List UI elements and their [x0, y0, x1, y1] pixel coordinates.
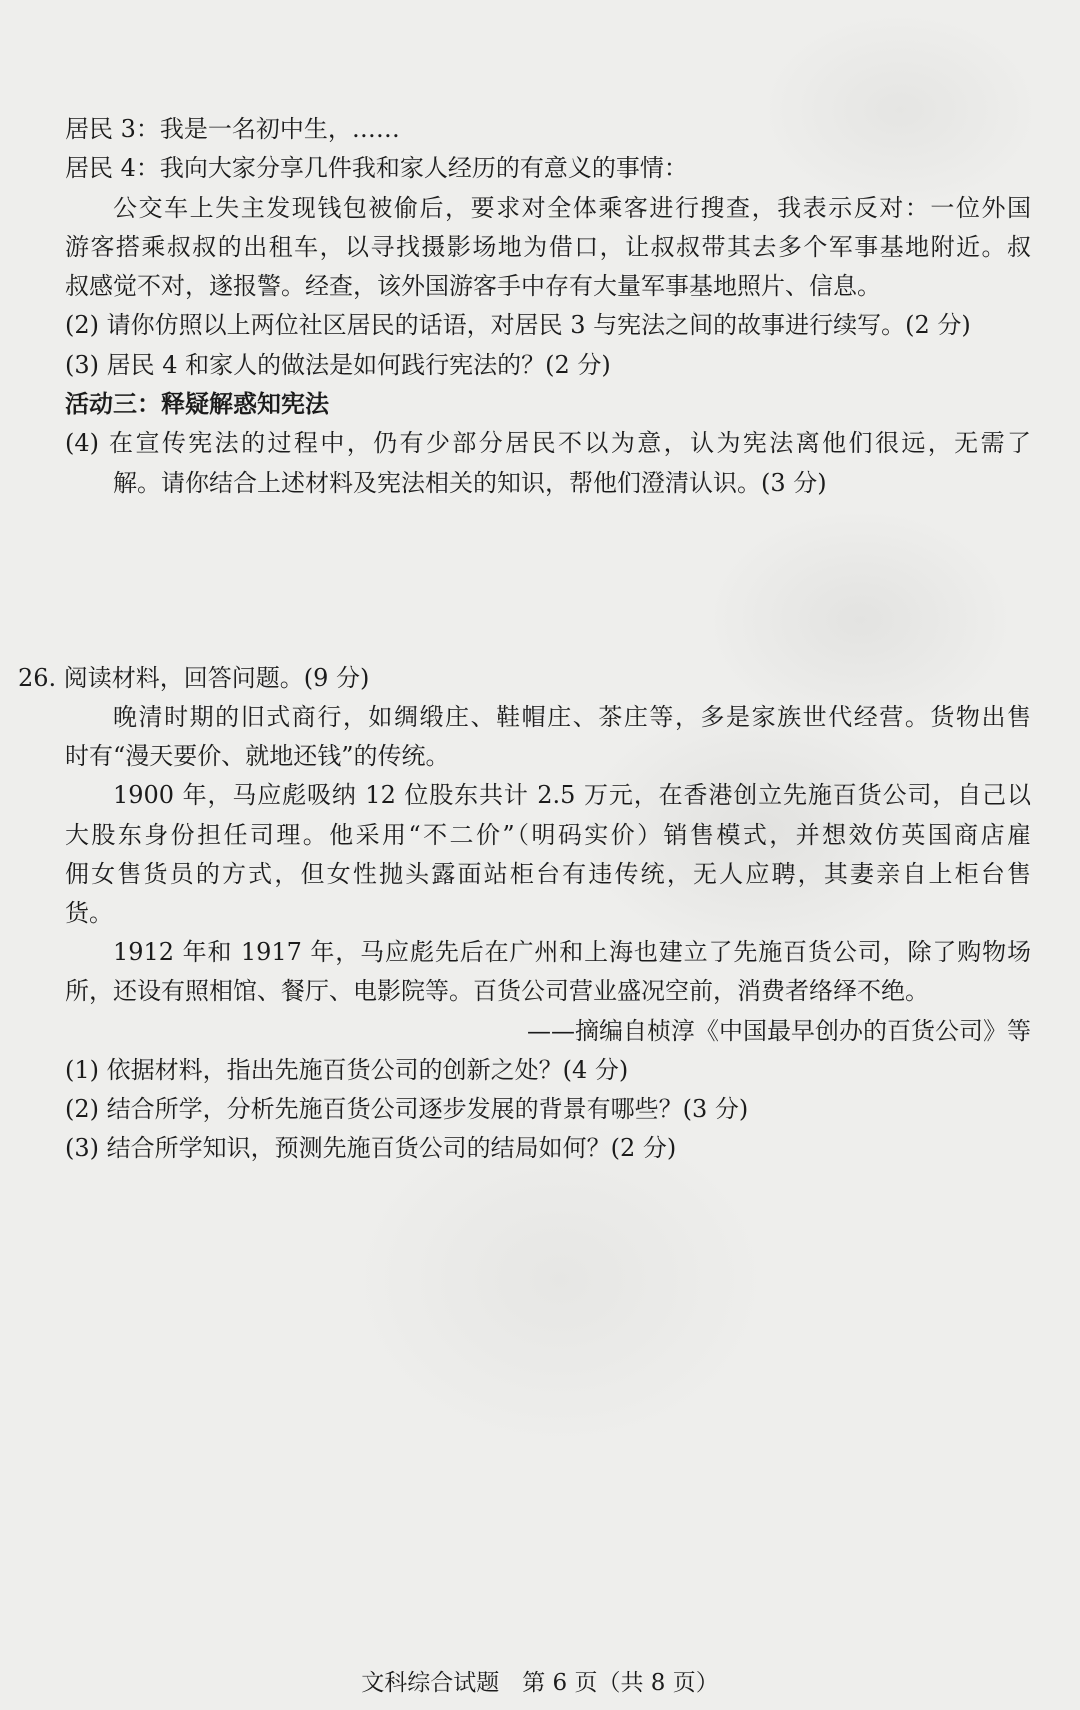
resident-4-story-line: 游客搭乘叔叔的出租车，以寻找摄影场地为借口，让叔叔带其去多个军事基地附近。叔: [65, 232, 1031, 261]
resident-4-statement: 居民 4：我向大家分享几件我和家人经历的有意义的事情：: [65, 154, 688, 183]
resident-4-story-line: 叔感觉不对，遂报警。经查，该外国游客手中存有大量军事基地照片、信息。: [65, 272, 881, 301]
material-paragraph-1-line: 晚清时期的旧式商行，如绸缎庄、鞋帽庄、茶庄等，多是家族世代经营。货物出售: [113, 703, 1031, 731]
question-25-2: (2) 请你仿照以上两位社区居民的话语，对居民 3 与宪法之间的故事进行续写。(2 分): [65, 311, 971, 340]
question-25-3: (3) 居民 4 和家人的做法是如何践行宪法的？(2 分): [65, 350, 611, 379]
material-paragraph-3-line: 所，还设有照相馆、餐厅、电影院等。百货公司营业盛况空前，消费者络绎不绝。: [65, 977, 929, 1006]
resident-3-statement: 居民 3：我是一名初中生，……: [65, 115, 400, 143]
material-paragraph-2-line: 大股东身份担任司理。他采用“不二价”（明码实价）销售模式，并想效仿英国商店雇: [65, 820, 1031, 849]
question-25-4-line: 解。请你结合上述材料及宪法相关的知识，帮他们澄清认识。(3 分): [113, 468, 827, 497]
question-26-1: (1) 依据材料，指出先施百货公司的创新之处？(4 分): [65, 1055, 629, 1084]
material-paragraph-2-line: 1900 年，马应彪吸纳 12 位股东共计 2.5 万元，在香港创立先施百货公司，自己以: [113, 781, 1031, 810]
question-26-3: (3) 结合所学知识，预测先施百货公司的结局如何？(2 分): [65, 1134, 677, 1163]
question-26-heading: 26. 阅读材料，回答问题。(9 分): [18, 664, 370, 692]
material-paragraph-2-line: 货。: [65, 898, 113, 927]
resident-4-story-line: 公交车上失主发现钱包被偷后，要求对全体乘客进行搜查，我表示反对：一位外国: [113, 193, 1031, 222]
activity-3-title: 活动三：释疑解惑知宪法: [65, 390, 329, 419]
page-footer: 文科综合试题 第 6 页（共 8 页）: [361, 1670, 719, 1696]
question-25-continued: [65, 110, 1031, 503]
material-paragraph-1-line: 时有“漫天要价、就地还钱”的传统。: [65, 742, 450, 771]
material-source: ——摘编自桢淳《中国最早创办的百货公司》等: [527, 1016, 1031, 1045]
material-paragraph-2-line: 佣女售货员的方式，但女性抛头露面站柜台有违传统，无人应聘，其妻亲自上柜台售: [65, 859, 1031, 888]
question-26-2: (2) 结合所学，分析先施百货公司逐步发展的背景有哪些？(3 分): [65, 1094, 749, 1123]
material-paragraph-3-line: 1912 年和 1917 年，马应彪先后在广州和上海也建立了先施百货公司，除了购物场: [113, 938, 1031, 967]
question-26-body: [65, 698, 1031, 1168]
question-25-4-line: (4) 在宣传宪法的过程中，仍有少部分居民不以为意，认为宪法离他们很远，无需了: [65, 429, 1031, 458]
